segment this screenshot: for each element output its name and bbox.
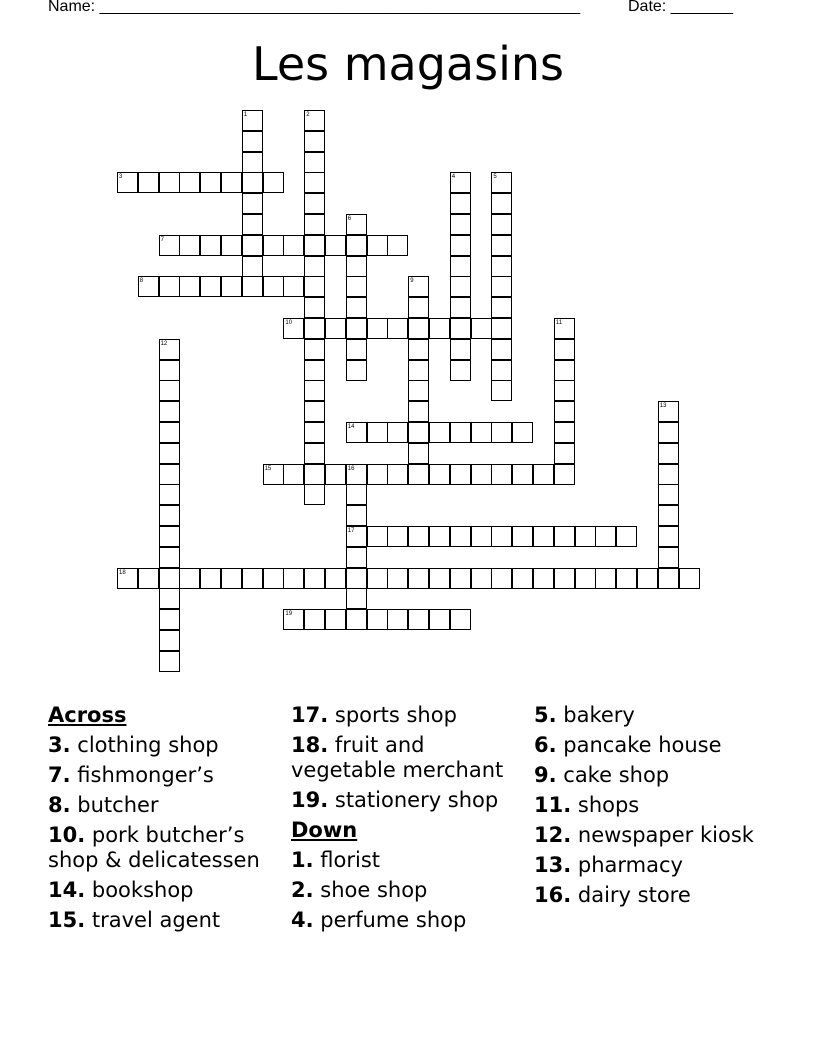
clue-item	[48, 878, 288, 903]
grid-cell[interactable]	[491, 193, 512, 214]
grid-cell[interactable]	[554, 422, 575, 443]
grid-cell[interactable]	[429, 422, 450, 443]
clue-number: 7	[160, 236, 164, 243]
clue-item-number: 13.	[534, 853, 572, 877]
grid-cell[interactable]	[159, 588, 180, 609]
grid-cell[interactable]	[491, 214, 512, 235]
grid-cell[interactable]	[242, 235, 263, 256]
grid-cell[interactable]	[367, 235, 388, 256]
grid-cell[interactable]	[304, 297, 325, 318]
grid-cell[interactable]	[159, 380, 180, 401]
grid-cell[interactable]	[200, 568, 221, 589]
grid-cell[interactable]	[159, 484, 180, 505]
clues-column-3	[534, 703, 774, 913]
grid-cell[interactable]	[304, 256, 325, 277]
grid-cell[interactable]	[658, 526, 679, 547]
grid-cell[interactable]	[367, 318, 388, 339]
grid-cell[interactable]	[512, 422, 533, 443]
across-heading: Across	[48, 703, 127, 727]
grid-cell[interactable]	[429, 318, 450, 339]
grid-cell[interactable]	[408, 464, 429, 485]
grid-cell[interactable]	[450, 339, 471, 360]
grid-cell[interactable]	[491, 297, 512, 318]
grid-cell[interactable]	[325, 568, 346, 589]
clue-item	[291, 703, 531, 728]
clue-item-number: 12.	[534, 823, 572, 847]
grid-cell[interactable]	[616, 568, 637, 589]
clue-item-text: butcher	[70, 793, 159, 817]
grid-cell[interactable]	[159, 609, 180, 630]
grid-cell[interactable]	[575, 568, 596, 589]
grid-cell[interactable]	[554, 318, 575, 339]
grid-cell[interactable]	[408, 360, 429, 381]
grid-cell[interactable]	[117, 172, 138, 193]
clue-item-number: 17.	[291, 703, 329, 727]
grid-cell[interactable]	[159, 630, 180, 651]
clue-number: 5	[493, 174, 497, 181]
grid-cell[interactable]	[159, 464, 180, 485]
grid-cell[interactable]	[346, 339, 367, 360]
grid-cell[interactable]	[304, 172, 325, 193]
clue-number: 18	[119, 569, 126, 576]
grid-cell[interactable]	[408, 297, 429, 318]
grid-cell[interactable]	[387, 526, 408, 547]
grid-cell[interactable]	[304, 609, 325, 630]
clue-item-number: 4.	[291, 908, 314, 932]
grid-cell[interactable]	[304, 214, 325, 235]
grid-cell[interactable]	[554, 443, 575, 464]
down-clue-list-continued	[534, 703, 774, 908]
grid-cell[interactable]	[304, 568, 325, 589]
grid-cell[interactable]	[200, 172, 221, 193]
grid-cell[interactable]	[471, 526, 492, 547]
down-clue-list	[291, 848, 531, 933]
clue-item	[291, 848, 531, 873]
grid-cell[interactable]	[346, 588, 367, 609]
grid-cell[interactable]	[242, 152, 263, 173]
clue-number: 15	[264, 465, 272, 472]
clue-item-number: 19.	[291, 788, 329, 812]
clue-item	[534, 793, 774, 818]
grid-cell[interactable]	[283, 318, 304, 339]
clue-item-number: 14.	[48, 878, 86, 902]
grid-cell[interactable]	[304, 318, 325, 339]
grid-cell[interactable]	[554, 401, 575, 422]
grid-cell[interactable]	[242, 214, 263, 235]
clue-number: 19	[285, 611, 293, 618]
grid-cell[interactable]	[346, 214, 367, 235]
grid-cell[interactable]	[408, 526, 429, 547]
clue-number: 8	[139, 278, 144, 285]
clue-item	[291, 908, 531, 933]
clue-item-text: bakery	[556, 703, 635, 727]
grid-cell[interactable]	[408, 318, 429, 339]
clue-number: 11	[555, 320, 563, 326]
clue-item-text: perfume shop	[313, 908, 467, 932]
grid-cell[interactable]	[304, 193, 325, 214]
clue-item	[48, 823, 288, 873]
grid-cell[interactable]	[408, 380, 429, 401]
date-field-label: Date: _______	[628, 0, 733, 15]
down-heading: Down	[291, 818, 358, 842]
grid-cell[interactable]	[450, 526, 471, 547]
grid-cell[interactable]	[159, 276, 180, 297]
grid-cell[interactable]	[159, 235, 180, 256]
grid-cell[interactable]	[179, 568, 200, 589]
grid-cell[interactable]	[512, 464, 533, 485]
clue-number: 9	[410, 278, 414, 285]
across-clue-list-continued	[291, 703, 531, 813]
grid-cell[interactable]	[159, 526, 180, 547]
grid-cell[interactable]	[658, 443, 679, 464]
grid-cell[interactable]	[304, 380, 325, 401]
grid-cell[interactable]	[304, 235, 325, 256]
grid-cell[interactable]	[325, 464, 346, 485]
clue-item-number: 15.	[48, 908, 86, 932]
clue-item	[534, 823, 774, 848]
grid-cell[interactable]	[616, 526, 637, 547]
clue-item-text: clothing shop	[70, 733, 219, 757]
grid-cell[interactable]	[429, 609, 450, 630]
grid-cell[interactable]	[658, 484, 679, 505]
clue-item-text: shoe shop	[313, 878, 428, 902]
grid-cell[interactable]	[263, 276, 284, 297]
grid-cell[interactable]	[346, 464, 367, 485]
grid-cell[interactable]	[450, 360, 471, 381]
grid-cell[interactable]	[325, 318, 346, 339]
clue-number: 4	[451, 174, 456, 181]
grid-cell[interactable]	[533, 526, 554, 547]
grid-cell[interactable]	[159, 172, 180, 193]
clue-item-number: 9.	[534, 763, 557, 787]
grid-cell[interactable]	[325, 609, 346, 630]
grid-cell[interactable]	[138, 276, 159, 297]
grid-cell[interactable]	[450, 318, 471, 339]
clue-item-text: sports shop	[328, 703, 457, 727]
grid-cell[interactable]	[304, 360, 325, 381]
clue-item	[291, 733, 531, 783]
grid-cell[interactable]	[304, 131, 325, 152]
grid-cell[interactable]	[263, 235, 284, 256]
grid-cell[interactable]	[159, 568, 180, 589]
grid-cell[interactable]	[159, 651, 180, 672]
grid-cell[interactable]	[304, 443, 325, 464]
grid-cell[interactable]	[554, 339, 575, 360]
grid-cell[interactable]	[346, 609, 367, 630]
clue-item-number: 5.	[534, 703, 557, 727]
grid-cell[interactable]	[325, 235, 346, 256]
clue-number: 6	[347, 216, 352, 222]
grid-cell[interactable]	[242, 256, 263, 277]
clue-number: 17	[347, 528, 355, 534]
grid-cell[interactable]	[450, 568, 471, 589]
clue-number: 14	[347, 424, 355, 430]
clue-item-number: 2.	[291, 878, 314, 902]
clue-item-text: stationery shop	[328, 788, 499, 812]
grid-cell[interactable]	[159, 443, 180, 464]
grid-cell[interactable]	[491, 235, 512, 256]
clue-number: 1	[243, 112, 248, 118]
grid-cell[interactable]	[595, 526, 616, 547]
grid-cell[interactable]	[346, 526, 367, 547]
clue-item-text: travel agent	[85, 908, 221, 932]
grid-cell[interactable]	[242, 193, 263, 214]
clue-item-number: 1.	[291, 848, 314, 872]
clue-item	[534, 853, 774, 878]
grid-cell[interactable]	[200, 235, 221, 256]
clue-number: 2	[306, 112, 310, 118]
clue-item-text: pork butcher’s shop & delicatessen	[48, 823, 260, 872]
clue-item-number: 7.	[48, 763, 71, 787]
clue-number: 12	[160, 340, 168, 347]
grid-cell[interactable]	[367, 464, 388, 485]
grid-cell[interactable]	[471, 318, 492, 339]
grid-cell[interactable]	[491, 568, 512, 589]
grid-cell[interactable]	[491, 276, 512, 297]
header	[48, 0, 748, 18]
grid-cell[interactable]	[346, 256, 367, 277]
grid-cell[interactable]	[450, 235, 471, 256]
clue-item-number: 11.	[534, 793, 572, 817]
grid-cell[interactable]	[138, 568, 159, 589]
grid-cell[interactable]	[304, 484, 325, 505]
grid-cell[interactable]	[491, 464, 512, 485]
grid-cell[interactable]	[450, 609, 471, 630]
clue-number: 10	[285, 320, 293, 326]
grid-cell[interactable]	[304, 401, 325, 422]
grid-cell[interactable]	[554, 568, 575, 589]
clue-item	[48, 793, 288, 818]
grid-cell[interactable]	[450, 256, 471, 277]
grid-cell[interactable]	[429, 464, 450, 485]
grid-cell[interactable]	[200, 276, 221, 297]
grid-cell[interactable]	[595, 568, 616, 589]
clue-item	[534, 703, 774, 728]
clue-item-text: florist	[313, 848, 380, 872]
grid-cell[interactable]	[387, 609, 408, 630]
grid-cell[interactable]	[304, 276, 325, 297]
grid-cell[interactable]	[533, 568, 554, 589]
grid-cell[interactable]	[471, 422, 492, 443]
page-title: Les magasins	[252, 37, 564, 91]
grid-cell[interactable]	[221, 276, 242, 297]
clue-item-number: 3.	[48, 733, 71, 757]
grid-cell[interactable]	[491, 256, 512, 277]
grid-cell[interactable]	[491, 380, 512, 401]
grid-cell[interactable]	[367, 568, 388, 589]
grid-cell[interactable]	[346, 547, 367, 568]
grid-cell[interactable]	[387, 568, 408, 589]
grid-cell[interactable]	[408, 422, 429, 443]
grid-cell[interactable]	[387, 464, 408, 485]
clue-item-text: fishmonger’s	[70, 763, 214, 787]
clue-number: 3	[119, 174, 123, 181]
grid-cell[interactable]	[263, 464, 284, 485]
grid-cell[interactable]	[263, 568, 284, 589]
grid-cell[interactable]	[242, 276, 263, 297]
grid-cell[interactable]	[450, 276, 471, 297]
clue-item-text: pancake house	[556, 733, 722, 757]
grid-cell[interactable]	[346, 505, 367, 526]
grid-cell[interactable]	[554, 526, 575, 547]
clue-item-text: shops	[571, 793, 640, 817]
grid-cell[interactable]	[346, 297, 367, 318]
grid-cell[interactable]	[179, 172, 200, 193]
grid-cell[interactable]	[242, 172, 263, 193]
grid-cell[interactable]	[221, 235, 242, 256]
grid-cell[interactable]	[491, 422, 512, 443]
grid-cell[interactable]	[346, 276, 367, 297]
grid-cell[interactable]	[346, 360, 367, 381]
grid-cell[interactable]	[658, 568, 679, 589]
grid-cell[interactable]	[679, 568, 700, 589]
grid-cell[interactable]	[658, 505, 679, 526]
grid-cell[interactable]	[408, 276, 429, 297]
grid-cell[interactable]	[533, 464, 554, 485]
clue-item	[48, 763, 288, 788]
grid-cell[interactable]	[491, 172, 512, 193]
grid-cell[interactable]	[367, 609, 388, 630]
grid-cell[interactable]	[491, 526, 512, 547]
grid-cell[interactable]	[408, 401, 429, 422]
clue-item-number: 18.	[291, 733, 329, 757]
grid-cell[interactable]	[450, 214, 471, 235]
grid-cell[interactable]	[159, 505, 180, 526]
grid-cell[interactable]	[450, 193, 471, 214]
grid-cell[interactable]	[408, 339, 429, 360]
grid-cell[interactable]	[346, 422, 367, 443]
grid-cell[interactable]	[242, 568, 263, 589]
clue-item-text: pharmacy	[571, 853, 683, 877]
grid-cell[interactable]	[387, 422, 408, 443]
grid-cell[interactable]	[387, 235, 408, 256]
grid-cell[interactable]	[658, 547, 679, 568]
grid-cell[interactable]	[304, 422, 325, 443]
clue-number: 16	[347, 465, 355, 472]
grid-cell[interactable]	[450, 464, 471, 485]
clue-item-text: bookshop	[85, 878, 194, 902]
across-clue-list	[48, 733, 288, 933]
grid-cell[interactable]	[304, 339, 325, 360]
grid-cell[interactable]	[658, 422, 679, 443]
grid-cell[interactable]	[283, 609, 304, 630]
grid-cell[interactable]	[387, 318, 408, 339]
clue-item	[291, 788, 531, 813]
grid-cell[interactable]	[346, 318, 367, 339]
grid-cell[interactable]	[346, 235, 367, 256]
grid-cell[interactable]	[512, 526, 533, 547]
grid-cell[interactable]	[159, 547, 180, 568]
grid-cell[interactable]	[159, 360, 180, 381]
grid-cell[interactable]	[637, 568, 658, 589]
grid-cell[interactable]	[221, 568, 242, 589]
clues-column-2	[291, 703, 531, 938]
clue-item	[48, 733, 288, 758]
clue-item-text: cake shop	[556, 763, 670, 787]
grid-cell[interactable]	[450, 172, 471, 193]
clue-item	[48, 908, 288, 933]
grid-cell[interactable]	[263, 172, 284, 193]
grid-cell[interactable]	[221, 172, 242, 193]
clue-number: 13	[659, 403, 667, 410]
grid-cell[interactable]	[367, 526, 388, 547]
grid-cell[interactable]	[283, 568, 304, 589]
grid-cell[interactable]	[554, 464, 575, 485]
grid-cell[interactable]	[159, 401, 180, 422]
grid-cell[interactable]	[138, 172, 159, 193]
clue-item-text: newspaper kiosk	[571, 823, 754, 847]
grid-cell[interactable]	[429, 526, 450, 547]
clue-item	[291, 878, 531, 903]
grid-cell[interactable]	[283, 276, 304, 297]
grid-cell[interactable]	[242, 110, 263, 131]
grid-cell[interactable]	[242, 131, 263, 152]
grid-cell[interactable]	[367, 422, 388, 443]
grid-cell[interactable]	[429, 568, 450, 589]
grid-cell[interactable]	[159, 339, 180, 360]
grid-cell[interactable]	[408, 609, 429, 630]
grid-cell[interactable]	[491, 318, 512, 339]
clue-item-number: 8.	[48, 793, 71, 817]
grid-cell[interactable]	[575, 526, 596, 547]
clue-item-number: 10.	[48, 823, 86, 847]
grid-cell[interactable]	[450, 422, 471, 443]
grid-cell[interactable]	[346, 568, 367, 589]
grid-cell[interactable]	[408, 443, 429, 464]
grid-cell[interactable]	[491, 339, 512, 360]
grid-cell[interactable]	[491, 360, 512, 381]
clue-item	[534, 733, 774, 758]
grid-cell[interactable]	[117, 568, 138, 589]
grid-cell[interactable]	[179, 235, 200, 256]
name-field-label: Name: ______________________________________________________	[48, 0, 581, 15]
clue-item-text: dairy store	[571, 883, 691, 907]
grid-cell[interactable]	[159, 422, 180, 443]
grid-cell[interactable]	[554, 360, 575, 381]
grid-cell[interactable]	[658, 464, 679, 485]
grid-cell[interactable]	[304, 110, 325, 131]
grid-cell[interactable]	[283, 464, 304, 485]
grid-cell[interactable]	[471, 568, 492, 589]
clues-column-1	[48, 703, 288, 938]
grid-cell[interactable]	[346, 484, 367, 505]
clue-item-number: 6.	[534, 733, 557, 757]
grid-cell[interactable]	[554, 380, 575, 401]
grid-cell[interactable]	[512, 568, 533, 589]
grid-cell[interactable]	[471, 464, 492, 485]
grid-cell[interactable]	[658, 401, 679, 422]
grid-cell[interactable]	[304, 152, 325, 173]
grid-cell[interactable]	[179, 276, 200, 297]
grid-cell[interactable]	[450, 297, 471, 318]
clue-item	[534, 883, 774, 908]
clue-item	[534, 763, 774, 788]
grid-cell[interactable]	[408, 568, 429, 589]
clue-item-number: 16.	[534, 883, 572, 907]
clue-item-text: fruit and vegetable merchant	[291, 733, 504, 782]
grid-cell[interactable]	[283, 235, 304, 256]
grid-cell[interactable]	[304, 464, 325, 485]
